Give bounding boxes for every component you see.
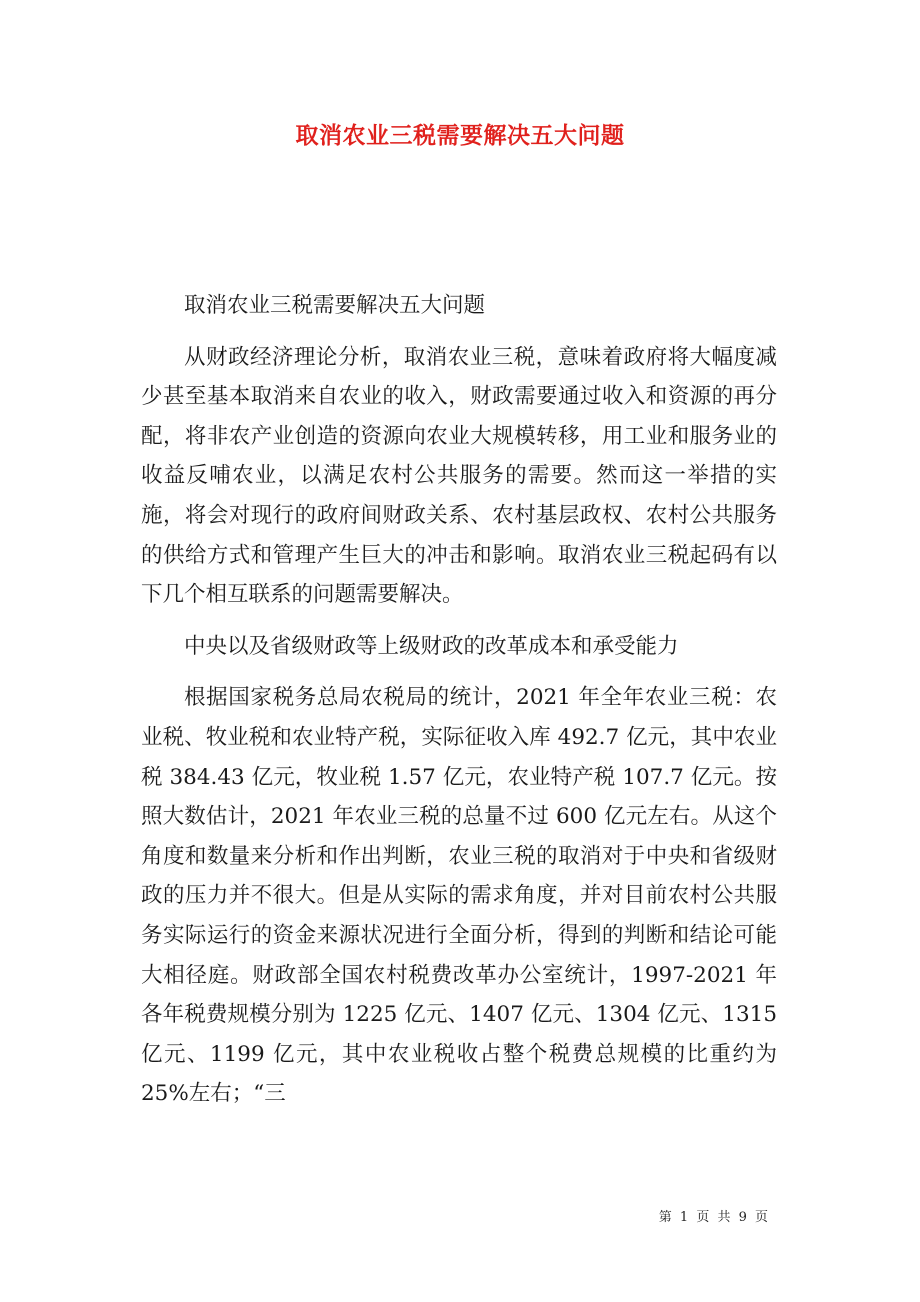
page-number: 第 1 页 共 9 页 <box>658 1210 770 1225</box>
document-subtitle: 取消农业三税需要解决五大问题 <box>184 293 486 318</box>
document-title: 取消农业三税需要解决五大问题 <box>295 122 625 149</box>
section-heading: 中央以及省级财政等上级财政的改革成本和承受能力 <box>184 633 679 659</box>
intro-paragraph: 从财政经济理论分析，取消农业三税，意味着政府将大幅度减少甚至基本取消来自农业的收入，财政需要通过收入和资源的再分配，将非农产业创造的资源向农业大规模转移，用工业和服务业的收益反哺农业，以满足农村公共服务的需要。然而这一举措的实施，将会对现行的政府间财政关系、农村基层政权、农村公共服务的供给方式和管理产生巨大的冲击和影响。取消农业三税起码有以下几个相互联系的问题需要解决。 <box>141 344 777 608</box>
document-body <box>141 286 777 1114</box>
section-paragraph: 根据国家税务总局农税局的统计，2021 年全年农业三税：农业税、牧业税和农业特产税，实际征收入库 492.7 亿元，其中农业税 384.43 亿元，牧业税 1.57 亿元，农业特产税 107.7 亿元。按照大数估计，2021 年农业三税的总量不过 600 亿元左右。从这个角度和数量来分析和作出判断，农业三税的取消对于中央和省级财政的压力并不很大。但是从实际的需求角度，并对目前农村公共服务实际运行的资金来源状况进行全面分析，得到的判断和结论可能大相径庭。财政部全国农村税费改革办公室统计，1997-2021 年各年税费规模分别为 1225 亿元、1407 亿元、1304 亿元、1315 亿元、1199 亿元，其中农业税收占整个税费总规模的比重约为 25%左右；“三 <box>141 685 777 1107</box>
